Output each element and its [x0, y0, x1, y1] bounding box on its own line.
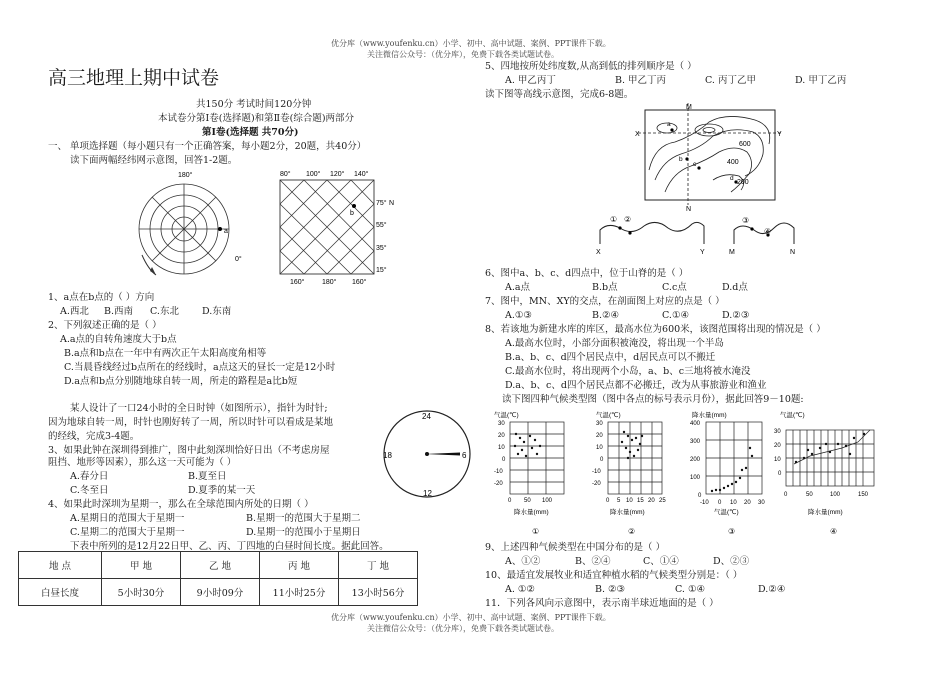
- question-6: 6、图中a、b、c、d四点中，位于山脊的是（ ）: [485, 268, 689, 279]
- question-3-cont: 阻挡、地形等因素），那么这一天可能为（ ）: [48, 457, 237, 468]
- clock-label-12: 12: [423, 489, 432, 498]
- table-row: [19, 552, 418, 579]
- fig1-point-a-label: a: [224, 228, 228, 235]
- question-10: 10、最适宜发展牧业和适宜种植水稻的气候类型分别是：（ ）: [485, 570, 743, 581]
- q8-option-b[interactable]: B.a、b、c、d四个居民点中，d居民点可以不搬迁: [505, 352, 716, 363]
- c1-ytick: 0: [502, 457, 506, 463]
- fig2-lon-bottom-1: 160°: [290, 279, 305, 286]
- clock-label-18: 18: [383, 451, 392, 460]
- c1-ylabel: 气温(℃): [494, 412, 519, 419]
- c1-ytick: 30: [498, 421, 505, 427]
- fig1-zero-label: 0°: [235, 256, 242, 263]
- q10-option-b[interactable]: B. ②③: [595, 584, 626, 595]
- c3-ytick: 300: [690, 439, 701, 445]
- topo-point-d: d: [730, 175, 734, 182]
- polar-graticule-figure: [138, 167, 254, 285]
- q10-option-d[interactable]: D.②④: [758, 584, 786, 595]
- q4-option-b[interactable]: B.星期一的范围大于星期二: [246, 513, 361, 524]
- fig2-lon-top-4: 140°: [354, 171, 369, 178]
- c3-ytick: 200: [690, 457, 701, 463]
- q4-option-a[interactable]: A.星期日的范围大于星期一: [70, 513, 185, 524]
- q3-option-d[interactable]: D.夏季的某一天: [188, 485, 256, 496]
- fig2-lat-4: 15°: [376, 267, 387, 274]
- point-a-dot: [218, 227, 222, 231]
- c4-ylabel: 气温(℃): [780, 412, 805, 419]
- section-heading: 第Ⅰ卷(选择题 共70分): [202, 127, 299, 138]
- c4-number: ④: [830, 527, 838, 536]
- profile-figure: [592, 212, 822, 258]
- c2-xtick: 25: [659, 498, 666, 504]
- q10-option-a[interactable]: A. ①②: [505, 584, 535, 595]
- question-7: 7、图中，MN、XY的交点，在剖面图上对应的点是（ ）: [485, 296, 725, 307]
- profile-m: M: [729, 249, 735, 256]
- q7-option-c[interactable]: C.①④: [662, 310, 689, 321]
- q8-option-d[interactable]: D.a、b、c、d四个居民点都不必搬迁，改为从事旅游业和渔业: [505, 380, 767, 391]
- question-4: 4、如果此时深圳为星期一，那么在全球范围内所处的日期（ ）: [48, 499, 314, 510]
- fig2-point-b-label: b: [350, 210, 354, 217]
- fig2-lon-top-3: 120°: [330, 171, 345, 178]
- contour-map-figure: [635, 100, 785, 212]
- table-header-cell: 乙 地: [181, 552, 260, 579]
- c1-ytick: 10: [498, 445, 505, 451]
- profile-y: Y: [700, 249, 705, 256]
- q2-option-d[interactable]: D.a点和b点分别随地球自转一周，所走的路程是a比b短: [64, 376, 298, 387]
- intro-q9-10: 读下图四种气候类型图（图中各点的标号表示月份），据此回答9－10题:: [502, 394, 804, 405]
- c2-ytick: 30: [596, 421, 603, 427]
- q1-option-a[interactable]: A.西北: [60, 306, 89, 317]
- q8-option-a[interactable]: A.最高水位时，小部分面积被淹没，将出现一个半岛: [505, 338, 724, 349]
- topo-point-b: b: [679, 156, 683, 163]
- table-row: [19, 579, 418, 606]
- q7-option-a[interactable]: A.①③: [505, 310, 532, 321]
- fig2-lat-1: 75°: [376, 200, 387, 207]
- question-9: 9、上述四种气候类型在中国分布的是（ ）: [485, 542, 666, 553]
- table-cell: 5小时30分: [102, 579, 181, 606]
- c3-xtick: 0: [718, 500, 722, 506]
- part-heading: 一、 单项选择题（每小题只有一个正确答案，每小题2分，20题，共40分）: [48, 141, 367, 152]
- header-line-2: 关注微信公众号：（优分库），免费下载各类试题试卷。: [367, 50, 559, 59]
- c2-ylabel: 气温(℃): [596, 412, 621, 419]
- q1-option-b[interactable]: B.西南: [104, 306, 134, 317]
- clock-label-24: 24: [422, 412, 431, 421]
- fig2-lon-top-1: 80°: [280, 171, 291, 178]
- question-8: 8、若该地为新建水库的库区，最高水位为600米，该图范围将出现的情况是（ ）: [485, 324, 826, 335]
- c4-xlabel: 降水量(mm): [808, 509, 843, 516]
- c4-xtick: 100: [830, 492, 841, 498]
- c2-xtick: 15: [637, 498, 644, 504]
- question-3: 3、如果此钟在深圳得到推广，图中此刻深圳恰好日出（不考虑房屋: [48, 445, 330, 456]
- c1-number: ①: [532, 527, 540, 536]
- table-header-cell: 丁 地: [339, 552, 418, 579]
- c1-xtick: 0: [508, 498, 512, 504]
- q2-option-c[interactable]: C.当晨昏线经过b点所在的经线时，a点这天的昼长一定是12小时: [64, 362, 336, 373]
- daylight-table: [18, 551, 418, 606]
- q10-option-c[interactable]: C. ①④: [675, 584, 706, 595]
- c3-xlabel: 气温(℃): [714, 509, 739, 516]
- c3-ylabel: 降水量(mm): [692, 412, 727, 419]
- topo-m: M: [686, 104, 692, 111]
- q3-option-c[interactable]: C.冬至日: [70, 485, 109, 496]
- q4-option-c[interactable]: C.星期二的范围大于星期一: [70, 527, 185, 538]
- q9-option-b[interactable]: B、②④: [575, 556, 611, 567]
- question-11: 11．下列各风向示意图中，表示南半球近地面的是（ ）: [485, 598, 719, 609]
- profile-n: N: [790, 249, 796, 256]
- q5-option-d[interactable]: D. 甲丁乙丙: [795, 75, 847, 86]
- profile-point-3: ③: [742, 216, 750, 225]
- c3-ytick: 400: [690, 421, 701, 427]
- c4-ytick: 10: [774, 457, 781, 463]
- table-header-cell: 地 点: [19, 552, 102, 579]
- c2-xtick: 20: [648, 498, 655, 504]
- question-5: 5、四地按所处纬度数,从高到低的排列顺序是（ ）: [485, 61, 697, 72]
- question-2: 2、下列叙述正确的是（ ）: [48, 320, 162, 331]
- topo-y: Y: [777, 131, 782, 138]
- c2-xlabel: 降水量(mm): [610, 509, 645, 516]
- exam-structure: 本试卷分第Ⅰ卷(选择题)和第Ⅱ卷(综合题)两部分: [158, 113, 355, 124]
- c2-ytick: 0: [600, 457, 604, 463]
- intro-q1-2: 读下面两幅经纬网示意图，回答1-2题。: [70, 155, 238, 166]
- q1-option-c[interactable]: C.东北: [150, 306, 179, 317]
- table-cell: 13小时56分: [339, 579, 418, 606]
- c4-xtick: 0: [784, 492, 788, 498]
- q3-option-a[interactable]: A.春分日: [70, 471, 109, 482]
- contour-400: 400: [727, 159, 739, 166]
- page-title: 高三地理上期中试卷: [48, 68, 220, 89]
- topo-n: N: [686, 206, 692, 212]
- table-header-cell: 甲 地: [102, 552, 181, 579]
- climate-charts-figure: [480, 408, 885, 540]
- c3-ytick: 100: [690, 475, 701, 481]
- c3-number: ③: [728, 527, 736, 536]
- point-b-dot: [352, 204, 356, 208]
- c2-xtick: 5: [617, 498, 621, 504]
- q9-option-d[interactable]: D、②③: [713, 556, 750, 567]
- c4-xtick: 150: [858, 492, 869, 498]
- c1-ytick: 20: [498, 433, 505, 439]
- clock-label-6: 6: [462, 451, 467, 460]
- q2-option-a[interactable]: A.a点的自转角速度大于b点: [60, 334, 177, 345]
- c1-ytick: -20: [494, 481, 503, 487]
- c3-xtick: 30: [758, 500, 765, 506]
- c4-ytick: 30: [774, 429, 781, 435]
- q6-option-a[interactable]: A.a点: [505, 282, 531, 293]
- table-cell: 11小时25分: [260, 579, 339, 606]
- table-cell: 白昼长度: [19, 579, 102, 606]
- c3-xtick: 20: [744, 500, 751, 506]
- clock-24h-figure: [380, 406, 480, 502]
- rotation-arrow-icon: [150, 267, 156, 275]
- c1-xlabel: 降水量(mm): [514, 509, 549, 516]
- fig2-lon-top-2: 100°: [306, 171, 321, 178]
- graticule-figure: [268, 167, 398, 287]
- fig2-lat-3: 35°: [376, 245, 387, 252]
- exam-info: 共150分 考试时间120分钟: [196, 99, 312, 110]
- contour-200: 200: [737, 179, 749, 186]
- footer-line-1: 优分库（www.youfenku.cn）小学、初中、高中试题、案例、PPT课件下载。: [331, 613, 611, 622]
- passage-3-4-line1: 某人设计了一口24小时的全日时钟（如图所示），指针为时针;: [70, 403, 328, 414]
- passage-3-4-line2: 因为地球自转一周，时针也刚好转了一周，所以时针可以看成是某地: [48, 417, 334, 428]
- profile-point-4: ④: [764, 227, 772, 236]
- profile-point-2: ②: [624, 215, 632, 224]
- q7-option-b[interactable]: B.②④: [592, 310, 620, 321]
- fig2-north-label: N: [389, 200, 395, 207]
- header-line-1: 优分库（www.youfenku.cn）小学、初中、高中试题、案例、PPT课件下载。: [331, 39, 611, 48]
- c3-ytick: 0: [698, 493, 702, 499]
- profile-point-1: ①: [610, 215, 618, 224]
- c2-ytick: 10: [596, 445, 603, 451]
- c3-xtick: -10: [700, 500, 709, 506]
- q6-option-b[interactable]: B.b点: [592, 282, 618, 293]
- topo-x: X: [635, 131, 640, 138]
- q9-option-a[interactable]: A、①②: [505, 556, 541, 567]
- c1-xtick: 50: [524, 498, 531, 504]
- fig2-lat-2: 55°: [376, 222, 387, 229]
- c4-ytick: 0: [778, 471, 782, 477]
- q6-option-d[interactable]: D.d点: [722, 282, 748, 293]
- c2-ytick: 20: [596, 433, 603, 439]
- table-cell: 9小时09分: [181, 579, 260, 606]
- q7-option-d[interactable]: D.②③: [722, 310, 750, 321]
- topo-point-a: a: [667, 121, 671, 128]
- question-1: 1、a点在b点的（ ）方向: [48, 292, 155, 303]
- c1-xtick: 100: [542, 498, 553, 504]
- q5-option-b[interactable]: B. 甲乙丁丙: [615, 75, 667, 86]
- c2-number: ②: [628, 527, 636, 536]
- table-header-cell: 丙 地: [260, 552, 339, 579]
- q2-option-b[interactable]: B.a点和b点在一年中有两次正午太阳高度角相等: [64, 348, 267, 359]
- q6-option-c[interactable]: C.c点: [662, 282, 687, 293]
- topo-point-c: c: [693, 161, 697, 168]
- q9-option-c[interactable]: C、①④: [643, 556, 679, 567]
- footer-line-2: 关注微信公众号：（优分库），免费下载各类试题试卷。: [367, 624, 559, 633]
- q5-option-c[interactable]: C. 丙丁乙甲: [705, 75, 756, 86]
- fig2-lon-bottom-3: 160°: [352, 279, 367, 286]
- c3-xtick: 10: [730, 500, 737, 506]
- c2-ytick: -10: [592, 469, 601, 475]
- q4-option-d[interactable]: D.星期一的范围小于星期日: [246, 527, 361, 538]
- passage-3-4-line3: 的经线，完成3-4题。: [48, 431, 140, 442]
- q3-option-b[interactable]: B.夏至日: [188, 471, 227, 482]
- intro-table: 下表中所列的是12月22日甲、乙、丙、丁四地的白昼时间长度。据此回答。: [70, 541, 389, 552]
- c2-xtick: 0: [606, 498, 610, 504]
- hour-hand: [425, 453, 460, 456]
- c2-xtick: 10: [626, 498, 633, 504]
- fig1-top-label: 180°: [178, 172, 193, 179]
- profile-x: X: [596, 249, 601, 256]
- intro-q6-8: 读下图等高线示意图，完成6-8题。: [485, 89, 634, 100]
- fig2-lon-bottom-2: 180°: [322, 279, 337, 286]
- c2-ytick: -20: [592, 481, 601, 487]
- c1-ytick: -10: [494, 469, 503, 475]
- c4-xtick: 50: [806, 492, 813, 498]
- q1-option-d[interactable]: D.东南: [202, 306, 232, 317]
- q5-option-a[interactable]: A. 甲乙丙丁: [505, 75, 556, 86]
- contour-600: 600: [739, 141, 751, 148]
- c4-ytick: 20: [774, 443, 781, 449]
- q8-option-c[interactable]: C.最高水位时，将出现两个小岛，a、b、c三地将被水淹没: [505, 366, 751, 377]
